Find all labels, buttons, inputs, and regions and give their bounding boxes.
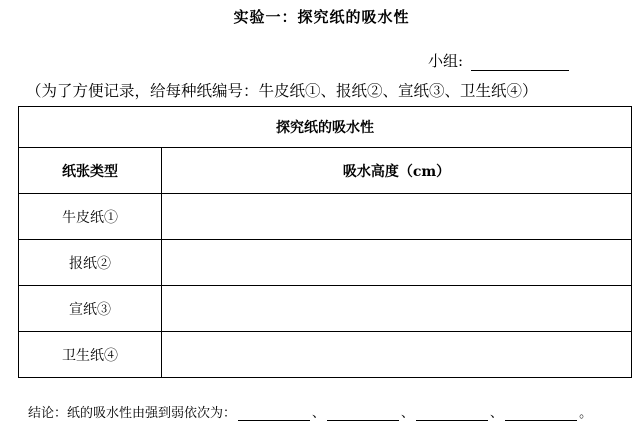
paper-type-cell: 牛皮纸① xyxy=(19,194,162,240)
height-cell[interactable] xyxy=(162,332,632,378)
table-row xyxy=(19,286,632,332)
paper-type-cell: 宣纸③ xyxy=(19,286,162,332)
conclusion-line xyxy=(28,402,592,421)
answer-blank-2[interactable] xyxy=(327,407,399,421)
separator: 、 xyxy=(401,406,415,421)
header-absorption-height: 吸水高度（cm） xyxy=(162,148,632,194)
table-row xyxy=(19,194,632,240)
height-cell[interactable] xyxy=(162,194,632,240)
answer-blank-4[interactable] xyxy=(505,407,577,421)
group-label: 小组: xyxy=(428,52,464,70)
table-caption: 探究纸的吸水性 xyxy=(19,107,632,148)
paper-type-cell: 报纸② xyxy=(19,240,162,286)
answer-blank-3[interactable] xyxy=(416,407,488,421)
conclusion-label: 结论：纸的吸水性由强到弱依次为： xyxy=(28,406,237,421)
group-field xyxy=(428,50,569,71)
height-cell[interactable] xyxy=(162,240,632,286)
end-mark: 。 xyxy=(579,406,593,421)
table-row xyxy=(19,240,632,286)
page-title: 实验一：探究纸的吸水性 xyxy=(233,8,410,26)
separator: 、 xyxy=(312,406,326,421)
header-paper-type: 纸张类型 xyxy=(19,148,162,194)
separator: 、 xyxy=(490,406,504,421)
paper-type-cell: 卫生纸④ xyxy=(19,332,162,378)
answer-blank-1[interactable] xyxy=(238,407,310,421)
height-cell[interactable] xyxy=(162,286,632,332)
group-blank[interactable] xyxy=(471,54,569,71)
numbering-note: （为了方便记录，给每种纸编号：牛皮纸①、报纸②、宣纸③、卫生纸④） xyxy=(26,82,538,100)
record-table xyxy=(18,106,632,378)
table-row xyxy=(19,332,632,378)
